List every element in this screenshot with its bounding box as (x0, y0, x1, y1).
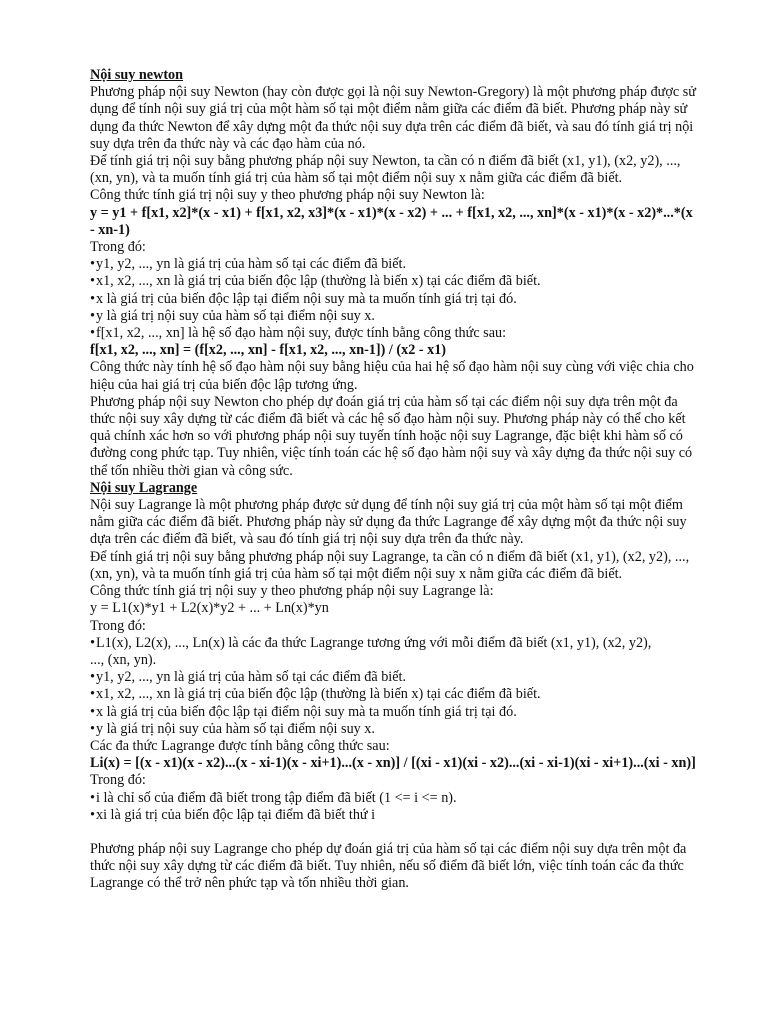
newton-intro: Phương pháp nội suy Newton (hay còn được gọi là nội suy Newton-Gregory) là một phương pháp được sử dụng để tính nội suy giá trị của một hàm số tại một điểm nằm giữa các điểm đã biết. Phương pháp này sử dụng đa thức Newton để xây dựng một đa thức nội suy dựa trên các điểm đã biết, và sau đó tính giá trị nội suy dựa trên đa thức này và các đạo hàm của nó. (90, 84, 696, 152)
lagrange-bullet-continuation: ..., (xn, yn). (90, 651, 157, 668)
lagrange-where: Trong đó: (90, 617, 146, 634)
document-page (90, 67, 700, 893)
lagrange-bullet: • L1(x), L2(x), ..., Ln(x) là các đa thức Lagrange tương ứng với mỗi điểm đã biết (x1, y1), (x2, y2), (90, 635, 700, 652)
lagrange-bullet: • xi là giá trị của biến độc lập tại điểm đã biết thứ i (90, 807, 700, 824)
newton-bullet: • x1, x2, ..., xn là giá trị của biến độc lập (thường là biến x) tại các điểm đã biết. (90, 273, 700, 290)
lagrange-intro: Nội suy Lagrange là một phương pháp được sử dụng để tính nội suy giá trị của một hàm số tại một điểm nằm giữa các điểm đã biết. Phương pháp này sử dụng đa thức Lagrange để xây dựng một đa thức nội suy dựa trên các điểm đã biết, và sau đó tính giá trị nội suy dựa trên đa thức này. (90, 497, 687, 548)
newton-summary: Phương pháp nội suy Newton cho phép dự đoán giá trị của hàm số tại các điểm nội suy dựa trên một đa thức nội suy xây dựng từ các điểm đã biết và các hệ số đạo hàm nội suy. Phương pháp này có thể cho kết quả chính xác hơn so với phương pháp nội suy tuyến tính hoặc nội suy Lagrange, đặc biệt khi hàm số có đường cong phức tạp. Tuy nhiên, việc tính toán các hệ số đạo hàm nội suy và xây dựng đa thức nội suy có thể tốn nhiều thời gian và công sức. (90, 393, 693, 479)
lagrange-bullet: • y là giá trị nội suy của hàm số tại điểm nội suy x. (90, 721, 700, 738)
newton-bullet: • y là giá trị nội suy của hàm số tại điểm nội suy x. (90, 308, 700, 325)
newton-formula-intro: Công thức tính giá trị nội suy y theo phương pháp nội suy Newton là: (90, 187, 485, 204)
lagrange-bullet: • x là giá trị của biến độc lập tại điểm nội suy mà ta muốn tính giá trị tại đó. (90, 704, 700, 721)
lagrange-poly-intro: Các đa thức Lagrange được tính bằng công thức sau: (90, 737, 390, 754)
lagrange-formula-intro: Công thức tính giá trị nội suy y theo phương pháp nội suy Lagrange là: (90, 583, 494, 600)
paragraph-gap (90, 824, 700, 841)
newton-coef-explain: Công thức này tính hệ số đạo hàm nội suy bằng hiệu của hai hệ số đạo hàm nội suy cùng với việc chia cho hiệu của hai giá trị của biến độc lập tương ứng. (90, 359, 694, 393)
newton-bullet: • y1, y2, ..., yn là giá trị của hàm số tại các điểm đã biết. (90, 256, 700, 273)
newton-bullet: • f[x1, x2, ..., xn] là hệ số đạo hàm nội suy, được tính bằng công thức sau: (90, 325, 700, 342)
newton-heading: Nội suy newton (90, 67, 184, 83)
newton-coef-formula: f[x1, x2, ..., xn] = (f[x2, ..., xn] - f[x1, x2, ..., xn-1]) / (x2 - x1) (90, 342, 447, 359)
newton-formula: y = y1 + f[x1, x2]*(x - x1) + f[x1, x2, x3]*(x - x1)*(x - x2) + ... + f[x1, x2, ..., xn]*(x - x1)*(x - x2)*...*(x - xn-1) (90, 204, 693, 238)
lagrange-bullet: • y1, y2, ..., yn là giá trị của hàm số tại các điểm đã biết. (90, 669, 700, 686)
lagrange-summary: Phương pháp nội suy Lagrange cho phép dự đoán giá trị của hàm số tại các điểm nội suy dựa trên một đa thức nội suy xây dựng từ các điểm đã biết. Tuy nhiên, nếu số điểm đã biết lớn, việc tính toán các đa thức Lagrange có thể trở nên phức tạp và tốn nhiều thời gian. (90, 840, 687, 892)
lagrange-formula: y = L1(x)*y1 + L2(x)*y2 + ... + Ln(x)*yn (90, 600, 329, 617)
newton-setup: Để tính giá trị nội suy bằng phương pháp nội suy Newton, ta cần có n điểm đã biết (x1, y1), (x2, y2), ..., (xn, yn), và ta muốn tính giá trị của hàm số tại một điểm nội suy x nằm giữa các điểm đã biết. (90, 153, 681, 187)
newton-where: Trong đó: (90, 239, 146, 256)
newton-bullet: • x là giá trị của biến độc lập tại điểm nội suy mà ta muốn tính giá trị tại đó. (90, 291, 700, 308)
lagrange-bullet: • x1, x2, ..., xn là giá trị của biến độc lập (thường là biến x) tại các điểm đã biết. (90, 686, 700, 703)
lagrange-heading: Nội suy Lagrange (90, 479, 198, 496)
lagrange-poly-formula: Li(x) = [(x - x1)(x - x2)...(x - xi-1)(x - xi+1)...(x - xn)] / [(xi - x1)(xi - x2)...(xi - xi-1)(xi - xi+1)...(xi - xn)] (90, 755, 696, 772)
lagrange-setup: Để tính giá trị nội suy bằng phương pháp nội suy Lagrange, ta cần có n điểm đã biết (x1, y1), (x2, y2), ..., (xn, yn), và ta muốn tính giá trị của hàm số tại một điểm nội suy x nằm giữa các điểm đã biết. (90, 548, 690, 582)
lagrange-where2: Trong đó: (90, 772, 146, 789)
lagrange-bullet: • i là chỉ số của điểm đã biết trong tập điểm đã biết (1 <= i <= n). (90, 790, 700, 807)
